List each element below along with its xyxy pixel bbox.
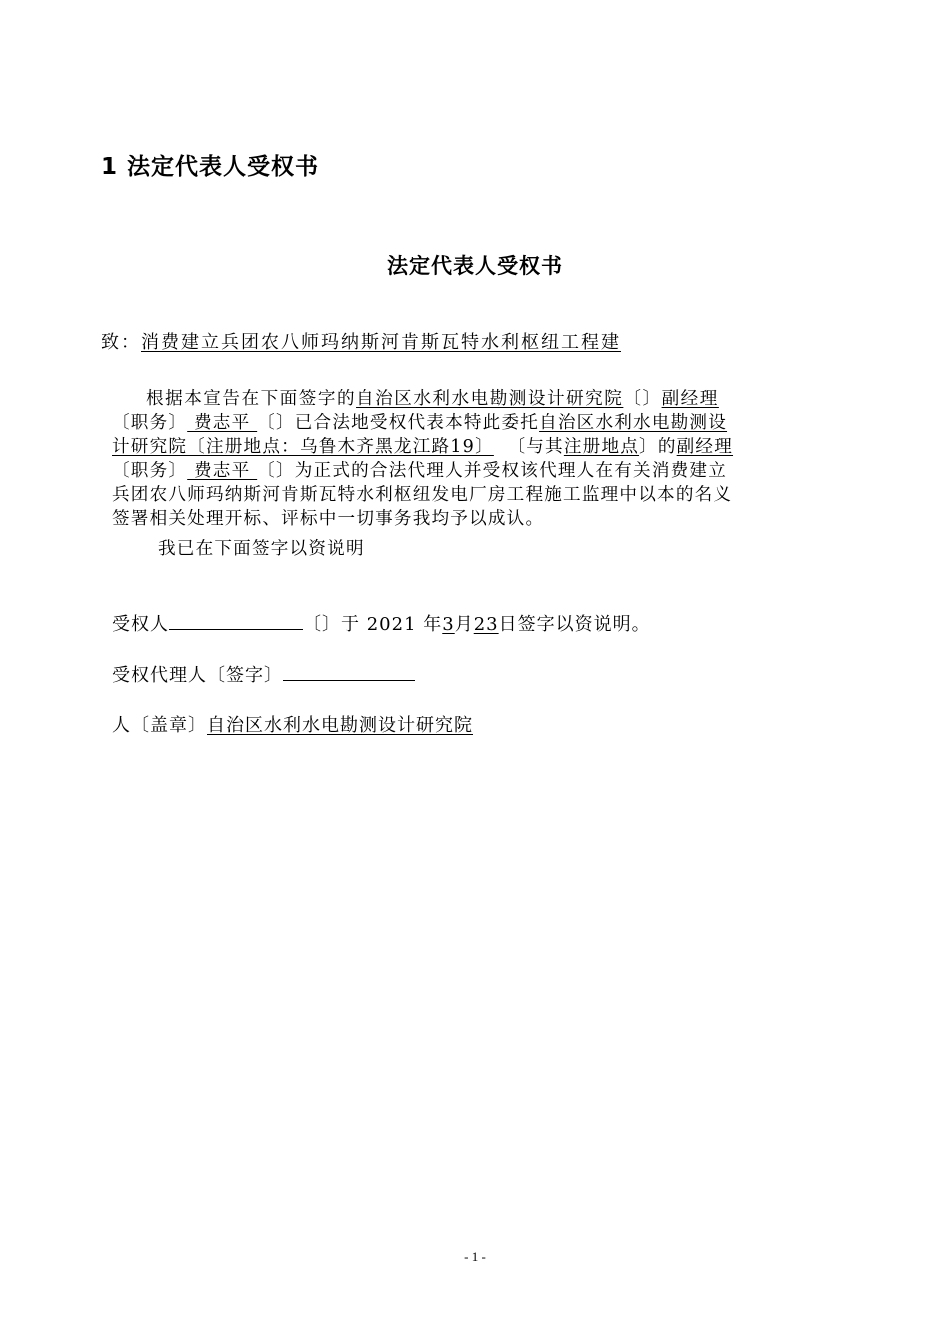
body-line-1	[146, 387, 876, 411]
body-line-2	[112, 411, 842, 435]
body-line-5: 兵团农八师玛纳斯河肯斯瓦特水利枢纽发电厂房工程施工监理中以本的名义	[112, 485, 733, 505]
body-line-3	[112, 435, 842, 459]
seal-label: 人〔盖章〕	[112, 715, 207, 736]
body-line-4	[112, 459, 842, 483]
page-number: - 1 -	[464, 1249, 486, 1264]
body-text: 〔〕	[623, 389, 662, 409]
body-text: 〔与其	[507, 437, 564, 457]
document-title: 法定代表人受权书	[387, 254, 563, 278]
addressee-line	[101, 328, 621, 354]
org-name: 自治区水利水电勘测设计研究院	[356, 389, 624, 409]
agent-signature-line	[112, 661, 415, 687]
body-line-6: 签署相关处理开标、评标中一切事务我均予以成认。	[112, 509, 545, 529]
date-text: 月	[454, 614, 474, 635]
section-heading: 1 法定代表人受权书	[101, 154, 320, 180]
date-text: 日签字以资说明。	[498, 614, 651, 635]
day-value: 23	[473, 614, 499, 635]
seal-org: 自治区水利水电勘测设计研究院	[207, 715, 473, 736]
body-text: 〔〕已合法地受权代表本特此委托	[257, 413, 540, 433]
month-value: 3	[442, 614, 455, 635]
date-text: 〔〕于 2021 年	[303, 614, 443, 635]
body-line-7: 我已在下面签字以资说明	[158, 539, 365, 559]
position-title: 副经理	[661, 389, 719, 409]
registered-address: 计研究院〔注册地点：乌鲁木齐黑龙江路19〕	[112, 437, 494, 457]
grantor-signature-blank	[169, 613, 303, 630]
representative-name: 费志平	[187, 413, 258, 433]
body-text: 〕的	[639, 437, 677, 457]
org-name: 自治区水利水电勘测设	[539, 413, 728, 433]
addressee-name: 消费建立兵团农八师玛纳斯河肯斯瓦特水利枢纽工程建	[141, 332, 621, 353]
agent-signature-blank	[283, 664, 415, 681]
agent-name: 费志平	[187, 461, 258, 481]
position-title: 副经理	[676, 437, 734, 457]
body-text: 〔职务〕	[112, 413, 188, 433]
seal-line	[112, 711, 473, 737]
body-text: 〔〕为正式的合法代理人并受权该代理人在有关消费建立	[257, 461, 728, 481]
body-text: 〔职务〕	[112, 461, 188, 481]
addressee-prefix: 致：	[101, 332, 141, 353]
grantor-line	[112, 610, 651, 636]
grantor-label: 受权人	[112, 614, 169, 635]
body-text: 根据本宣告在下面签字的	[146, 389, 357, 409]
agent-signature-label: 受权代理人〔签字〕	[112, 665, 283, 686]
registered-place: 注册地点	[563, 437, 640, 457]
